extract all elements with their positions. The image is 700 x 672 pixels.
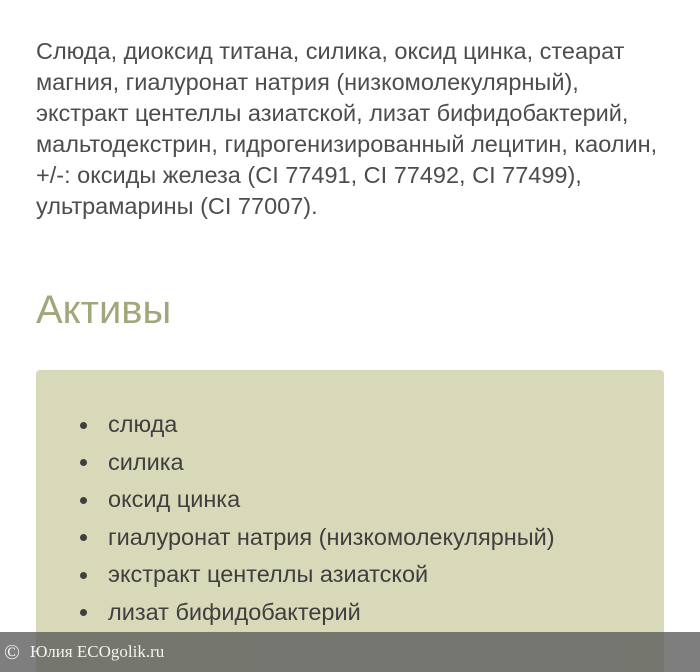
list-item-label: оксид цинка bbox=[108, 486, 241, 513]
ingredients-text: Слюда, диоксид титана, силика, оксид цинка, стеарат магния, гиалуронат натрия (низкомолекулярный), экстракт центеллы азиатской, лизат бифидобактерий, мальтодекстрин, гидрогенизированный лецитин, каолин, +/-: оксиды железа (CI 77491, CI 77492, CI 77499), ультрамарины (CI 77007). bbox=[36, 38, 658, 219]
bullet-icon bbox=[80, 572, 87, 579]
watermark-text: Юлия ECOgolik.ru bbox=[29, 642, 165, 661]
list-item-label: лизат бифидобактерий bbox=[108, 598, 361, 625]
list-item bbox=[36, 406, 555, 444]
bullet-icon bbox=[80, 459, 87, 466]
list-item bbox=[36, 519, 555, 557]
list-item-label: гиалуронат натрия (низкомолекулярный) bbox=[108, 523, 555, 550]
actives-list bbox=[36, 406, 555, 632]
list-item bbox=[36, 556, 555, 594]
bullet-icon bbox=[80, 609, 87, 616]
bullet-icon bbox=[80, 497, 87, 504]
list-item-label: экстракт центеллы азиатской bbox=[108, 561, 429, 588]
bullet-icon bbox=[80, 422, 87, 429]
list-item-label: слюда bbox=[108, 411, 178, 437]
actives-heading: Активы bbox=[36, 288, 172, 332]
list-item bbox=[36, 444, 555, 482]
actives-box bbox=[36, 370, 664, 672]
list-item bbox=[36, 481, 555, 519]
watermark-bar bbox=[0, 632, 700, 672]
list-item-label: силика bbox=[108, 448, 184, 475]
list-item bbox=[36, 594, 555, 632]
copyright-icon: © bbox=[4, 640, 20, 664]
bullet-icon bbox=[80, 534, 87, 541]
